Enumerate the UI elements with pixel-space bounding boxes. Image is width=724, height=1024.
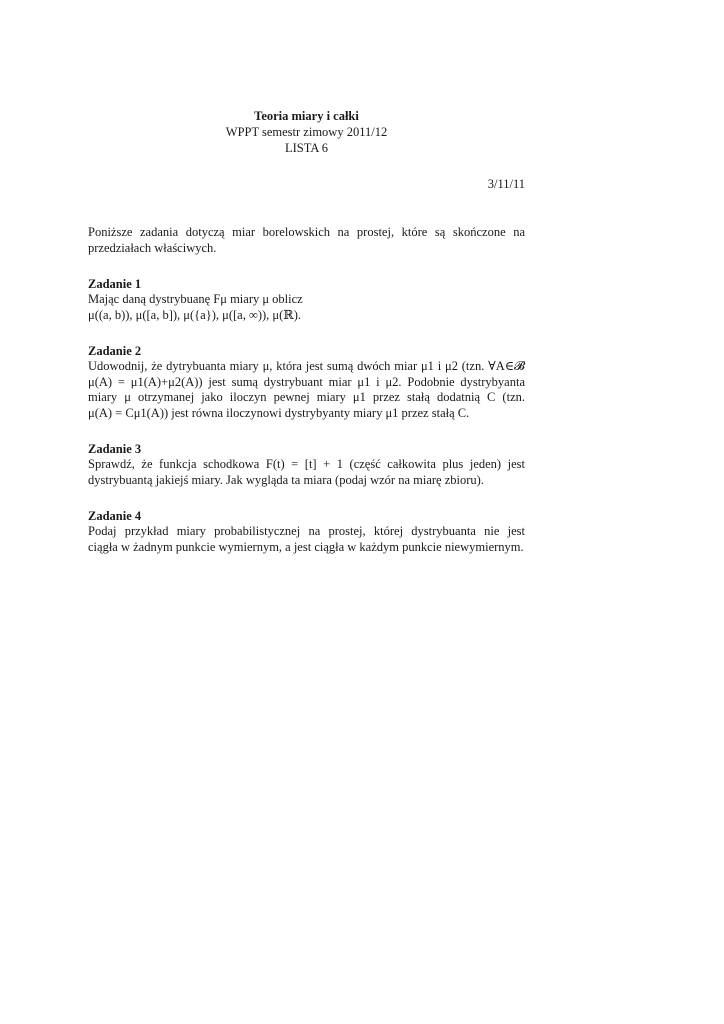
task-line: Podaj przykład miary probabilistycznej na prostej, której dystrybuanta nie jest [88,524,525,538]
course-title: Teoria miary i całki [254,109,359,123]
task-1 [88,276,525,323]
document-date: 3/11/11 [487,177,525,191]
task-line: μ(A) = μ1(A)+μ2(A)) jest sumą dystrybuant miar μ1 i μ2. Podobnie dystrybyanta [88,374,525,389]
task-3 [88,441,525,488]
task-title: Zadanie 3 [88,442,142,456]
task-title: Zadanie 1 [88,277,142,291]
task-body [88,457,525,488]
task-line: miary μ otrzymanej jako iloczyn pewnej miary μ1 przez stałą dodatnią C (tzn. [88,390,525,404]
list-number: LISTA 6 [284,141,329,155]
task-line: Sprawdź, że funkcja schodkowa F(t) = [t] + 1 (część całkowita plus jeden) jest [88,457,525,471]
document-header [88,108,525,156]
task-body [88,524,525,555]
document-page [88,108,525,555]
task-line: ciągła w żadnym punkcie wymiernym, a jest ciągła w każdym punkcie niewymiernym. [88,539,524,554]
task-line: μ((a, b)), μ([a, b]), μ({a}), μ([a, ∞)), μ(ℝ). [88,307,301,322]
task-line: Mając daną dystrybuanę Fμ miary μ oblicz [88,292,303,306]
task-title: Zadanie 4 [88,509,142,523]
task-line: dystrybuantą jakiejś miary. Jak wygląda ta miara (podaj wzór na miarę zbioru). [88,472,484,487]
task-2 [88,343,525,421]
course-subtitle: WPPT semestr zimowy 2011/12 [225,125,388,139]
task-body [88,292,525,323]
task-4 [88,508,525,555]
task-title: Zadanie 2 [88,344,142,358]
task-line: μ(A) = Cμ1(A)) jest równa iloczynowi dystrybyanty miary μ1 przez stałą C. [88,405,470,420]
intro-paragraph: Poniższe zadania dotyczą miar borelowskich na prostej, które są skończone na przedziałach właściwych. [88,225,525,255]
task-line: Udowodnij, że dytrybuanta miary μ, która jest sumą dwóch miar μ1 i μ2 (tzn. ∀A∈𝓑 [88,359,525,373]
task-body [88,359,525,421]
